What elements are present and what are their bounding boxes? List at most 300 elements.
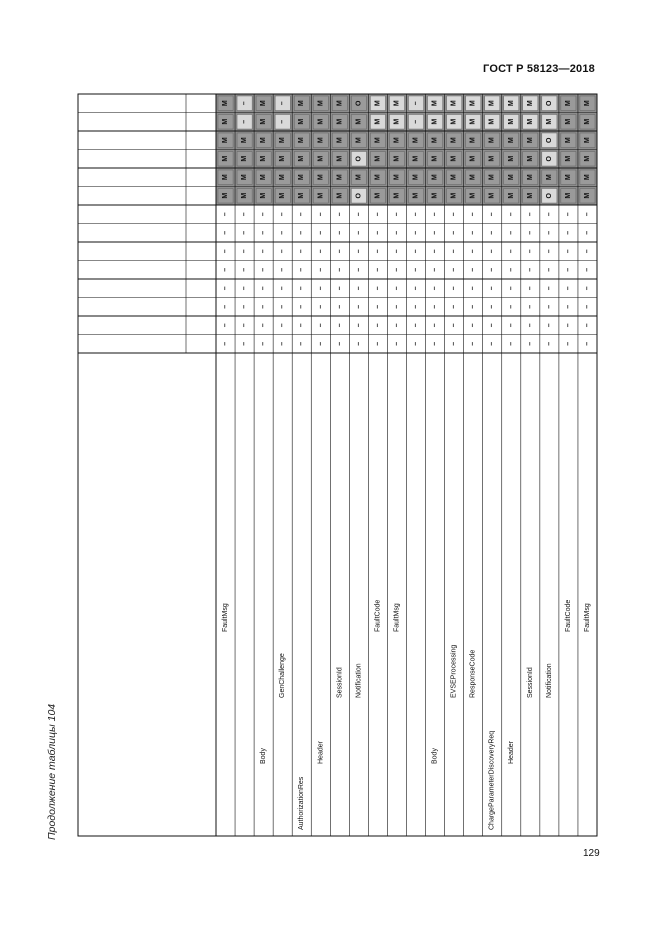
cell-value: – [317, 323, 325, 328]
cell-value: M [545, 174, 553, 181]
cell-value: – [393, 341, 401, 346]
cell-value: – [526, 286, 534, 291]
cell-value: – [355, 341, 363, 346]
cell-value: M [222, 155, 230, 162]
cell-value: – [355, 304, 363, 309]
cell-value: – [526, 249, 534, 254]
cell-value: – [450, 286, 458, 291]
cell-value: M [469, 100, 477, 107]
cell-value: M [431, 100, 439, 107]
row-label: GenChallenge [279, 653, 287, 698]
cell-value: – [317, 341, 325, 346]
cell-value: – [469, 267, 477, 272]
cell-value: M [564, 118, 572, 125]
cell-value: M [222, 118, 230, 125]
cell-value: M [374, 100, 382, 107]
cell-value: – [412, 230, 420, 235]
cell-value: M [507, 192, 515, 199]
cell-value: – [317, 267, 325, 272]
cell-value: – [279, 304, 287, 309]
cell-value: – [507, 230, 515, 235]
cell-value: M [526, 155, 534, 162]
cell-value: – [393, 323, 401, 328]
row-label: FaultMsg [393, 603, 401, 632]
cell-value: M [317, 174, 325, 181]
cell-value: – [469, 286, 477, 291]
row-label: Body [260, 748, 268, 764]
cell-value: M [279, 174, 287, 181]
cell-value: – [374, 341, 382, 346]
cell-value: – [488, 212, 496, 217]
cell-value: – [336, 230, 344, 235]
cell-value: – [526, 341, 534, 346]
cell-value: – [545, 230, 553, 235]
cell-value: – [260, 249, 268, 254]
cell-value: M [393, 118, 401, 125]
cell-value: – [374, 323, 382, 328]
cell-value: – [450, 267, 458, 272]
cell-value: – [279, 323, 287, 328]
cell-value: – [336, 212, 344, 217]
cell-value: M [336, 192, 344, 199]
cell-value: M [260, 137, 268, 144]
cell-value: M [526, 192, 534, 199]
cell-value: – [241, 212, 249, 217]
cell-value: M [507, 155, 515, 162]
cell-value: M [450, 192, 458, 199]
cell-value: – [279, 212, 287, 217]
cell-value: – [431, 249, 439, 254]
row-label: AuthorizationRes [298, 776, 306, 830]
cell-value: M [488, 137, 496, 144]
cell-value: M [507, 137, 515, 144]
cell-value: – [317, 212, 325, 217]
cell-value: M [374, 192, 382, 199]
cell-value: – [222, 304, 230, 309]
cell-value: – [393, 230, 401, 235]
cell-value: M [412, 155, 420, 162]
cell-value: – [469, 323, 477, 328]
cell-value: M [317, 155, 325, 162]
cell-value: M [222, 137, 230, 144]
cell-value: – [317, 286, 325, 291]
cell-value: – [545, 249, 553, 254]
cell-value: M [374, 137, 382, 144]
cell-value: – [412, 119, 420, 124]
cell-value: – [564, 249, 572, 254]
cell-value: – [450, 323, 458, 328]
cell-value: – [412, 249, 420, 254]
cell-value: – [336, 304, 344, 309]
cell-value: M [412, 192, 420, 199]
cell-value: M [336, 174, 344, 181]
cell-value: – [545, 286, 553, 291]
cell-value: M [450, 174, 458, 181]
cell-value: – [412, 267, 420, 272]
cell-value: – [412, 323, 420, 328]
cell-value: M [564, 155, 572, 162]
row-label: Body [431, 748, 439, 764]
cell-value: – [241, 341, 249, 346]
cell-value: – [260, 212, 268, 217]
cell-value: – [336, 267, 344, 272]
cell-value: – [279, 230, 287, 235]
cell-value: – [279, 341, 287, 346]
cell-value: M [298, 100, 306, 107]
cell-value: – [336, 286, 344, 291]
cell-value: – [260, 286, 268, 291]
cell-value: – [241, 230, 249, 235]
cell-value: – [298, 212, 306, 217]
document-code: ГОСТ Р 58123—2018 [483, 63, 595, 75]
cell-value: – [260, 341, 268, 346]
cell-value: – [279, 249, 287, 254]
cell-value: – [355, 249, 363, 254]
cell-value: – [374, 304, 382, 309]
cell-value: M [526, 137, 534, 144]
cell-value: – [450, 230, 458, 235]
row-label: FaultCode [374, 599, 382, 632]
cell-value: – [298, 323, 306, 328]
cell-value: – [298, 267, 306, 272]
cell-value: – [260, 230, 268, 235]
cell-value: – [507, 249, 515, 254]
cell-value: – [393, 249, 401, 254]
cell-value: M [241, 137, 249, 144]
cell-value: – [393, 286, 401, 291]
cell-value: M [222, 100, 230, 107]
cell-value: M [526, 174, 534, 181]
cell-value: M [374, 174, 382, 181]
cell-value: M [488, 100, 496, 107]
cell-value: M [450, 118, 458, 125]
cell-value: – [564, 267, 572, 272]
cell-value: M [564, 137, 572, 144]
cell-value: M [488, 174, 496, 181]
cell-value: – [336, 249, 344, 254]
row-label: SessionId [526, 667, 534, 698]
cell-value: – [355, 212, 363, 217]
cell-value: M [279, 155, 287, 162]
cell-value: M [298, 137, 306, 144]
cell-value: – [431, 304, 439, 309]
cell-value: M [336, 155, 344, 162]
cell-value: – [298, 249, 306, 254]
cell-value: – [298, 304, 306, 309]
cell-value: M [279, 137, 287, 144]
cell-value: – [583, 304, 591, 309]
row-label: SessionId [336, 667, 344, 698]
cell-value: – [583, 249, 591, 254]
cell-value: – [412, 304, 420, 309]
cell-value: M [431, 174, 439, 181]
cell-value: M [564, 192, 572, 199]
cell-value: – [222, 230, 230, 235]
cell-value: – [526, 304, 534, 309]
cell-value: – [545, 341, 553, 346]
row-label: Notification [355, 663, 363, 698]
cell-value: – [431, 267, 439, 272]
cell-value: – [374, 249, 382, 254]
cell-value: – [488, 230, 496, 235]
cell-value: – [355, 230, 363, 235]
cell-value: – [583, 341, 591, 346]
cell-value: M [222, 174, 230, 181]
cell-value: – [526, 323, 534, 328]
cell-value: – [241, 119, 249, 124]
cell-value: – [488, 286, 496, 291]
cell-value: M [241, 174, 249, 181]
cell-value: – [355, 323, 363, 328]
cell-value: M [355, 118, 363, 125]
cell-value: M [507, 100, 515, 107]
cell-value: M [450, 137, 458, 144]
cell-value: M [336, 137, 344, 144]
cell-value: – [431, 212, 439, 217]
cell-value: – [469, 249, 477, 254]
cell-value: M [393, 174, 401, 181]
cell-value: – [564, 341, 572, 346]
cell-value: M [317, 118, 325, 125]
cell-value: M [583, 137, 591, 144]
cell-value: – [583, 267, 591, 272]
cell-value: M [469, 192, 477, 199]
cell-value: M [317, 192, 325, 199]
cell-value: – [241, 304, 249, 309]
cell-value: – [507, 267, 515, 272]
cell-value: – [507, 212, 515, 217]
cell-value: – [355, 267, 363, 272]
cell-value: M [507, 118, 515, 125]
cell-value: M [488, 118, 496, 125]
cell-value: – [317, 249, 325, 254]
row-label: ChargeParameterDiscoveryReq [488, 730, 496, 830]
cell-value: – [317, 304, 325, 309]
cell-value: M [336, 100, 344, 107]
cell-value: M [564, 174, 572, 181]
cell-value: – [469, 212, 477, 217]
cell-value: – [279, 286, 287, 291]
cell-value: – [374, 286, 382, 291]
cell-value: – [488, 323, 496, 328]
row-label: ResponseCode [469, 649, 477, 698]
cell-value: – [507, 323, 515, 328]
cell-value: – [450, 212, 458, 217]
cell-value: O [545, 100, 553, 106]
cell-value: – [545, 267, 553, 272]
cell-value: – [393, 212, 401, 217]
cell-value: – [336, 323, 344, 328]
cell-value: M [488, 155, 496, 162]
cell-value: – [317, 230, 325, 235]
cell-value: M [279, 192, 287, 199]
cell-value: M [450, 100, 458, 107]
cell-value: M [583, 192, 591, 199]
cell-value: – [279, 101, 287, 106]
cell-value: – [564, 304, 572, 309]
cell-value: M [431, 118, 439, 125]
cell-value: – [222, 267, 230, 272]
cell-value: M [431, 137, 439, 144]
cell-value: M [374, 155, 382, 162]
cell-value: – [260, 267, 268, 272]
row-label: EVSEProcessing [450, 644, 458, 698]
cell-value: M [469, 118, 477, 125]
cell-value: M [412, 137, 420, 144]
cell-value: M [355, 174, 363, 181]
cell-value: – [431, 323, 439, 328]
cell-value: – [222, 286, 230, 291]
cell-value: M [450, 155, 458, 162]
cell-value: – [507, 304, 515, 309]
cell-value: – [222, 212, 230, 217]
cell-value: – [488, 249, 496, 254]
cell-value: – [564, 230, 572, 235]
row-label: FaultMsg [222, 603, 230, 632]
cell-value: M [260, 174, 268, 181]
cell-value: M [393, 100, 401, 107]
cell-value: – [412, 212, 420, 217]
row-label: Header [507, 741, 515, 764]
cell-value: – [241, 267, 249, 272]
cell-value: – [469, 341, 477, 346]
cell-value: M [298, 118, 306, 125]
cell-value: M [317, 100, 325, 107]
cell-value: M [469, 155, 477, 162]
cell-value: – [450, 304, 458, 309]
cell-value: M [260, 100, 268, 107]
cell-value: O [545, 156, 553, 162]
cell-value: M [431, 192, 439, 199]
cell-value: – [507, 341, 515, 346]
cell-value: M [393, 137, 401, 144]
cell-value: – [450, 249, 458, 254]
cell-value: – [583, 323, 591, 328]
cell-value: – [526, 212, 534, 217]
cell-value: M [564, 100, 572, 107]
cell-value: M [374, 118, 382, 125]
cell-value: M [583, 174, 591, 181]
cell-value: – [279, 267, 287, 272]
cell-value: – [355, 286, 363, 291]
cell-value: – [412, 286, 420, 291]
cell-value: – [222, 323, 230, 328]
cell-value: M [298, 174, 306, 181]
cell-value: O [545, 193, 553, 199]
cell-value: – [469, 230, 477, 235]
cell-value: O [355, 156, 363, 162]
cell-value: – [488, 267, 496, 272]
row-label: FaultCode [564, 599, 572, 632]
cell-value: – [222, 341, 230, 346]
cell-value: – [545, 212, 553, 217]
cell-value: M [412, 174, 420, 181]
cell-value: – [374, 230, 382, 235]
cell-value: – [564, 323, 572, 328]
cell-value: – [393, 267, 401, 272]
cell-value: – [298, 230, 306, 235]
cell-value: – [583, 230, 591, 235]
cell-value: – [279, 119, 287, 124]
cell-value: – [393, 304, 401, 309]
cell-value: M [260, 118, 268, 125]
cell-value: M [393, 155, 401, 162]
cell-value: M [317, 137, 325, 144]
cell-value: M [469, 137, 477, 144]
cell-value: O [355, 100, 363, 106]
cell-value: – [488, 341, 496, 346]
cell-value: – [241, 286, 249, 291]
cell-value: – [260, 323, 268, 328]
cell-value: – [374, 212, 382, 217]
cell-value: – [241, 249, 249, 254]
cell-value: M [260, 192, 268, 199]
cell-value: M [526, 118, 534, 125]
cell-value: M [241, 155, 249, 162]
cell-value: M [507, 174, 515, 181]
cell-value: M [431, 155, 439, 162]
cell-value: – [450, 341, 458, 346]
cell-value: – [564, 212, 572, 217]
cell-value: – [374, 267, 382, 272]
cell-value: – [526, 230, 534, 235]
cell-value: M [469, 174, 477, 181]
cell-value: – [469, 304, 477, 309]
cell-value: – [545, 323, 553, 328]
cell-value: – [336, 341, 344, 346]
cell-value: M [298, 155, 306, 162]
cell-value: – [583, 212, 591, 217]
cell-value: – [545, 304, 553, 309]
page-number: 129 [583, 848, 600, 859]
cell-value: M [583, 155, 591, 162]
cell-value: M [545, 118, 553, 125]
row-label: Header [317, 741, 325, 764]
cell-value: M [393, 192, 401, 199]
table-continuation-caption: Продолжение таблицы 104 [46, 703, 58, 840]
row-label: Notification [545, 663, 553, 698]
cell-value: – [507, 286, 515, 291]
cell-value: – [298, 341, 306, 346]
cell-value: – [431, 286, 439, 291]
cell-value: – [564, 286, 572, 291]
cell-value: – [431, 341, 439, 346]
cell-value: M [241, 192, 249, 199]
cell-value: M [526, 100, 534, 107]
cell-value: M [355, 137, 363, 144]
cell-value: – [260, 304, 268, 309]
cell-value: – [298, 286, 306, 291]
cell-value: – [412, 101, 420, 106]
cell-value: M [583, 100, 591, 107]
cell-value: M [583, 118, 591, 125]
cell-value: – [488, 304, 496, 309]
cell-value: – [526, 267, 534, 272]
cell-value: M [222, 192, 230, 199]
cell-value: O [545, 137, 553, 143]
cell-value: M [260, 155, 268, 162]
row-label: FaultMsg [583, 603, 591, 632]
cell-value: O [355, 193, 363, 199]
cell-value: M [298, 192, 306, 199]
cell-value: – [241, 101, 249, 106]
cell-value: M [336, 118, 344, 125]
cell-value: – [222, 249, 230, 254]
cell-value: – [583, 286, 591, 291]
cell-value: – [412, 341, 420, 346]
cell-value: M [488, 192, 496, 199]
cell-value: – [431, 230, 439, 235]
